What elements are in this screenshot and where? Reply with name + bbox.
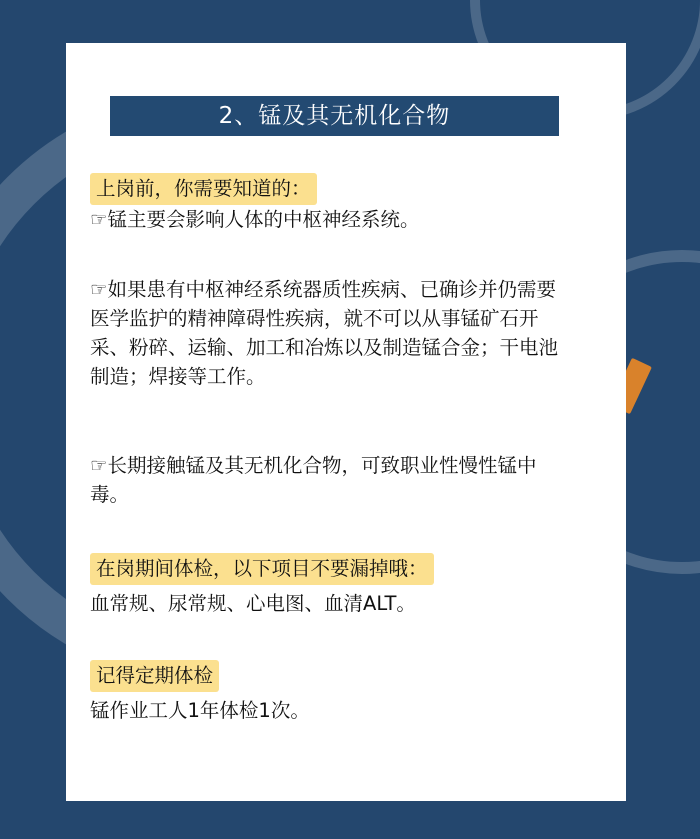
paragraph-nervous-system: ☞锰主要会影响人体的中枢神经系统。 (90, 208, 420, 231)
section-heading-before-job: 上岗前，你需要知道的： (90, 173, 317, 205)
section-heading-regular-exam: 记得定期体检 (90, 660, 219, 692)
section-heading-on-job-exam: 在岗期间体检，以下项目不要漏掉哦： (90, 553, 434, 585)
paragraph-contraindications: ☞如果患有中枢神经系统器质性疾病、已确诊并仍需要 医学监护的精神障碍性疾病，就不可以从事锰矿石开 采、粉碎、运输、加工和冶炼以及制造锰合金；干电池 制造；焊接等工作。 (90, 278, 559, 388)
content-card (66, 43, 626, 801)
paragraph-exam-items: 血常规、尿常规、心电图、血清ALT。 (90, 592, 416, 615)
page-title: 2、锰及其无机化合物 (110, 96, 559, 136)
paragraph-exam-frequency: 锰作业工人1年体检1次。 (90, 699, 310, 722)
paragraph-chronic-poisoning: ☞长期接触锰及其无机化合物，可致职业性慢性锰中 毒。 (90, 454, 537, 506)
